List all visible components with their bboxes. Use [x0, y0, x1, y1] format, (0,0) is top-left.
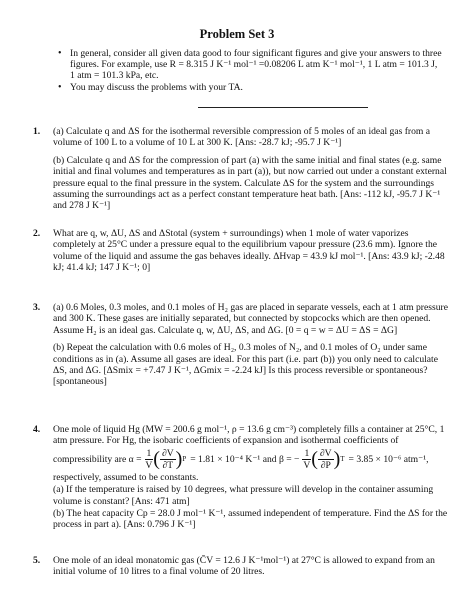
question-number: 3.	[33, 302, 41, 313]
divider	[198, 107, 368, 108]
beta-value: = 3.85 × 10⁻⁶ atm⁻¹,	[348, 453, 429, 465]
question-number: 5.	[33, 555, 41, 566]
question-3	[33, 302, 449, 394]
derivative-dv-dp: $\frac{\partial V}{\partial P}$	[319, 447, 332, 471]
question-part: (a) If the temperature is raised by 10 degrees, what pressure will develop in the container assuming volume is constant? [Ans: 471 atm]	[53, 484, 434, 507]
question-part: respectively, assumed to be constants.	[53, 471, 199, 483]
question-part: (a) 0.6 Moles, 0.3 moles, and 0.1 moles of H₂ gas are placed in separate vessels, each at 1 atm pressure and 300 K. These gases are initially separated, but connected by stopcocks which are then opened. Assume H₂ is an ideal gas. Calculate q, w, ΔU, ΔS, and ΔG. [0 = q = w = ΔU = ΔS = ΔG]	[53, 302, 448, 336]
question-number: 4.	[33, 424, 41, 435]
question-part: (a) Calculate q and ΔS for the isothermal reversible compression of 5 moles of an ideal gas from a volume of 100 L to a volume of 10 L at 300 K. [Ans: -28.7 kJ; -95.7 J K⁻¹]	[53, 126, 431, 149]
page-title: Problem Set 3	[199, 27, 275, 41]
question-part: What are q, w, ΔU, ΔS and ΔStotal (system + surroundings) when 1 mole of water vaporizes completely at 25°C under a pressure equal to the equilibrium vapour pressure (23.6 mm). Ignore the volume of the liquid and assume the gas behaves ideally. ΔHvap = 43.9 kJ mol⁻¹. [Ans: 43.9 kJ; -2.48 kJ; 41.4 kJ; 147 J K⁻¹; 0]	[53, 228, 445, 274]
paren-open: (	[153, 448, 160, 471]
paren-close: )	[333, 448, 341, 471]
question-part: (b) The heat capacity Cp = 28.0 J mol⁻¹ K⁻¹, assumed independent of temperature. Find the ΔS for the process in part a). [Ans: 0.796 J K⁻¹]	[53, 508, 448, 531]
fraction-one-over-v: $\frac{1}{V}$	[303, 447, 311, 471]
question-part: (b) Calculate q and ΔS for the compression of part (a) with the same initial and final states (e.g. same initial and final volumes and temperatures as in part (a)), but now carried out under a constant external pressure equal to the final pressure in the system. Calculate ΔS for the system and the surroundings assuming the surroundings act as a perfect constant temperature heat bath. [Ans: -112 kJ, -95.7 J K⁻¹ and 278 J K⁻¹]	[53, 154, 447, 212]
fraction-one-over-v: $\frac{1}{V}$	[145, 447, 153, 471]
question-2	[33, 228, 449, 280]
instruction-item: • You may discuss the problems with your TA.	[58, 82, 442, 93]
coefficient-formula: compressibility are α = $\frac{1}{V}$ ( $\frac{\partial V}{\partial T}$ ) P = 1.81 × 10⁻⁴ K⁻¹ and β = − $\frac{1}{V}$ ( $\frac{\partial V}{\partial P}$ ) T = 3.85 × 10⁻⁶ atm⁻¹,	[53, 447, 429, 471]
question-intro: One mole of liquid Hg (MW = 200.6 g mol⁻¹, ρ = 13.6 g cm⁻³) completely fills a container at 25°C, 1 atm pressure. For Hg, the isobaric coefficients of expansion and isothermal coefficients of	[53, 424, 445, 447]
question-part: (b) Repeat the calculation with 0.6 moles of H₂, 0.3 moles of N₂, and 0.1 moles of O₂ under same conditions as in (a). Assume all gases are ideal. For this part (i.e. part (b)) you only need to calculate ΔS, and ΔG. [ΔSmix = +7.47 J K⁻¹, ΔGmix = -2.24 kJ] Is this process reversible or spontaneous? [spontaneous]	[53, 342, 438, 388]
question-5	[33, 555, 449, 584]
question-4	[33, 424, 449, 537]
derivative-dv-dt: $\frac{\partial V}{\partial T}$	[161, 447, 174, 471]
alpha-value: = 1.81 × 10⁻⁴ K⁻¹ and β = −	[190, 453, 300, 465]
question-part: One mole of an ideal monatomic gas (C̄V = 12.6 J K⁻¹mol⁻¹) at 27°C is allowed to expand from an initial volume of 10 litres to a final volume of 20 litres.	[53, 555, 435, 578]
question-1	[33, 126, 449, 218]
paren-close: )	[175, 448, 183, 471]
paren-open: (	[311, 448, 318, 471]
instruction-item: • In general, consider all given data good to four significant figures and give your answers to three figures. For example, use R = 8.315 J K⁻¹ mol⁻¹ =0.08206 L atm K⁻¹ mol⁻¹, 1 L atm = 101.3 J, 1 atm = 101.3 kPa, etc.	[58, 48, 442, 81]
formula-lead: compressibility are α =	[53, 453, 142, 465]
question-number: 2.	[33, 228, 41, 239]
instructions-list	[58, 48, 442, 94]
question-number: 1.	[33, 126, 41, 137]
